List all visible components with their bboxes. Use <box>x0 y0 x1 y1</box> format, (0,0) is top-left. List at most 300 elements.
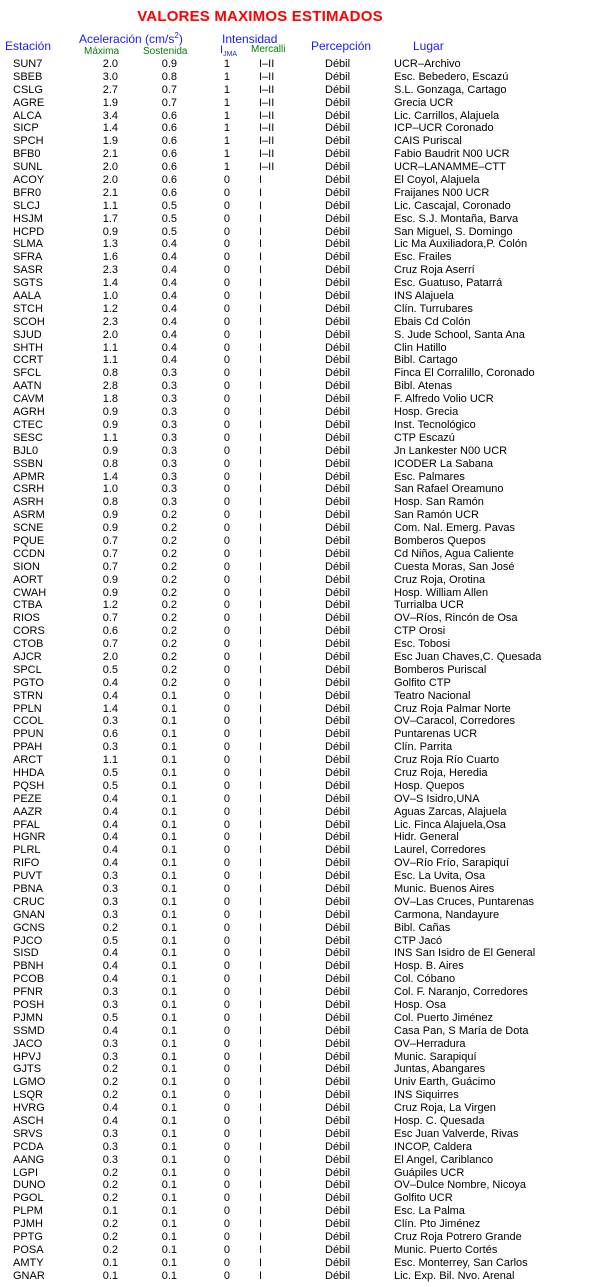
ijma-intensity: 0 <box>223 1179 230 1192</box>
mercalli-intensity: I <box>259 354 263 367</box>
ijma-intensity: 0 <box>223 354 230 367</box>
max-acceleration: 0.2 <box>102 1231 118 1244</box>
table-row <box>0 290 590 303</box>
ijma-intensity: 0 <box>223 908 230 921</box>
table-row <box>0 161 590 174</box>
max-acceleration: 0.4 <box>102 676 118 689</box>
perception: Débil <box>325 444 351 457</box>
place: Grecia UCR <box>394 96 454 109</box>
ijma-intensity: 0 <box>223 277 230 290</box>
sustained-acceleration: 0.1 <box>161 844 177 857</box>
mercalli-intensity: I <box>259 1243 263 1256</box>
ijma-intensity: 0 <box>223 174 230 187</box>
max-acceleration: 1.7 <box>102 212 118 225</box>
mercalli-intensity: I <box>259 328 263 341</box>
table-row <box>0 612 590 625</box>
sustained-acceleration: 0.3 <box>161 431 177 444</box>
max-acceleration: 0.4 <box>102 1024 118 1037</box>
table-row <box>0 561 590 574</box>
ijma-intensity: 0 <box>223 560 230 573</box>
station-code: GCNS <box>13 921 45 934</box>
station-code: HPVJ <box>13 1050 42 1063</box>
mercalli-intensity: I <box>259 380 263 393</box>
perception: Débil <box>325 534 351 547</box>
sustained-acceleration: 0.6 <box>161 135 177 148</box>
perception: Débil <box>325 470 351 483</box>
ijma-intensity: 0 <box>223 1089 230 1102</box>
place: Golfito CTP <box>394 676 451 689</box>
station-code: AJCR <box>13 650 42 663</box>
ijma-intensity: 0 <box>223 418 230 431</box>
ijma-intensity: 0 <box>223 702 230 715</box>
max-acceleration: 2.0 <box>102 174 118 187</box>
station-code: CWAH <box>13 586 47 599</box>
ijma-intensity: 0 <box>223 1076 230 1089</box>
perception: Débil <box>325 431 351 444</box>
mercalli-intensity: I–II <box>259 135 275 148</box>
max-acceleration: 0.9 <box>102 406 118 419</box>
station-code: SRVS <box>13 1127 43 1140</box>
place: INS Alajuela <box>394 290 454 303</box>
ijma-intensity: 0 <box>223 650 230 663</box>
header-acceleration-text: Aceleración (cm/s <box>79 32 175 46</box>
station-code: GNAN <box>13 908 45 921</box>
station-code: AANG <box>13 1153 45 1166</box>
perception: Débil <box>325 831 351 844</box>
ijma-intensity: 0 <box>223 393 230 406</box>
table-row <box>0 148 590 161</box>
place: OV–S Isidro,UNA <box>394 792 480 805</box>
mercalli-intensity: I–II <box>259 83 275 96</box>
table-row <box>0 690 590 703</box>
max-acceleration: 0.2 <box>102 1063 118 1076</box>
perception: Débil <box>325 599 351 612</box>
perception: Débil <box>325 1076 351 1089</box>
table-row <box>0 406 590 419</box>
max-acceleration: 0.2 <box>102 1218 118 1231</box>
place: Univ Earth, Guácimo <box>394 1076 496 1089</box>
ijma-intensity: 0 <box>223 857 230 870</box>
ijma-intensity: 0 <box>223 509 230 522</box>
place: Hosp. B. Aires <box>394 960 464 973</box>
place: Lic Ma Auxiliadora,P. Colón <box>394 238 528 251</box>
place: Munic. Sarapiquí <box>394 1050 477 1063</box>
ijma-intensity: 0 <box>223 844 230 857</box>
perception: Débil <box>325 921 351 934</box>
sustained-acceleration: 0.1 <box>161 1089 177 1102</box>
max-acceleration: 0.2 <box>102 1192 118 1205</box>
place: El Coyol, Alajuela <box>394 174 480 187</box>
header-acceleration <box>79 32 183 46</box>
sustained-acceleration: 0.1 <box>161 702 177 715</box>
table-row <box>0 187 590 200</box>
max-acceleration: 0.4 <box>102 947 118 960</box>
place: Clín. Turrubares <box>394 302 473 315</box>
table-row <box>0 471 590 484</box>
max-acceleration: 0.4 <box>102 844 118 857</box>
sustained-acceleration: 0.2 <box>161 586 177 599</box>
station-code: SICP <box>13 122 39 135</box>
mercalli-intensity: I <box>259 277 263 290</box>
table-row <box>0 1089 590 1102</box>
perception: Débil <box>325 264 351 277</box>
header-max: Máxima <box>84 46 120 57</box>
perception: Débil <box>325 844 351 857</box>
mercalli-intensity: I <box>259 1024 263 1037</box>
sustained-acceleration: 0.8 <box>161 70 177 83</box>
perception: Débil <box>325 70 351 83</box>
mercalli-intensity: I <box>259 225 263 238</box>
sustained-acceleration: 0.4 <box>161 290 177 303</box>
station-code: SUNL <box>13 161 43 174</box>
max-acceleration: 3.0 <box>102 70 118 83</box>
table-row <box>0 1063 590 1076</box>
ijma-intensity: 0 <box>223 457 230 470</box>
max-acceleration: 0.4 <box>102 1115 118 1128</box>
sustained-acceleration: 0.4 <box>161 328 177 341</box>
max-acceleration: 0.9 <box>102 573 118 586</box>
mercalli-intensity: I–II <box>259 96 275 109</box>
max-acceleration: 0.1 <box>102 1205 118 1218</box>
place: Jn Lankester N00 UCR <box>394 444 508 457</box>
perception: Débil <box>325 1205 351 1218</box>
max-acceleration: 0.4 <box>102 831 118 844</box>
table-row <box>0 367 590 380</box>
place: Hosp. C. Quesada <box>394 1115 485 1128</box>
station-code: SUN7 <box>13 58 43 70</box>
table-row <box>0 638 590 651</box>
mercalli-intensity: I <box>259 341 263 354</box>
mercalli-intensity: I <box>259 908 263 921</box>
table-row <box>0 71 590 84</box>
ijma-intensity: 1 <box>223 83 230 96</box>
station-code: LGMO <box>13 1076 46 1089</box>
table-row <box>0 806 590 819</box>
place: Cruz Roja, Orotina <box>394 573 486 586</box>
sustained-acceleration: 0.1 <box>161 921 177 934</box>
sustained-acceleration: 0.3 <box>161 367 177 380</box>
perception: Débil <box>325 779 351 792</box>
table-row <box>0 535 590 548</box>
ijma-intensity: 0 <box>223 238 230 251</box>
table-row <box>0 1025 590 1038</box>
place: F. Alfredo Volio UCR <box>394 393 494 406</box>
station-code: PPAH <box>13 741 43 754</box>
max-acceleration: 2.0 <box>102 58 118 70</box>
max-acceleration: 0.9 <box>102 586 118 599</box>
sustained-acceleration: 0.1 <box>161 1050 177 1063</box>
max-acceleration: 0.9 <box>102 522 118 535</box>
ijma-intensity: 0 <box>223 1231 230 1244</box>
place: Hosp. San Ramón <box>394 496 484 509</box>
ijma-intensity: 0 <box>223 406 230 419</box>
station-code: PGOL <box>13 1192 44 1205</box>
mercalli-intensity: I <box>259 715 263 728</box>
ijma-intensity: 0 <box>223 1192 230 1205</box>
sustained-acceleration: 0.1 <box>161 689 177 702</box>
station-code: APMR <box>13 470 45 483</box>
perception: Débil <box>325 1050 351 1063</box>
perception: Débil <box>325 1102 351 1115</box>
mercalli-intensity: I <box>259 444 263 457</box>
place: Col. Cóbano <box>394 973 456 986</box>
max-acceleration: 0.6 <box>102 728 118 741</box>
max-acceleration: 0.3 <box>102 1127 118 1140</box>
place: Bibl. Cañas <box>394 921 451 934</box>
station-code: BFR0 <box>13 186 42 199</box>
table-row <box>0 1154 590 1167</box>
station-code: SFCL <box>13 367 42 380</box>
sustained-acceleration: 0.4 <box>161 251 177 264</box>
ijma-intensity: 0 <box>223 534 230 547</box>
place: Esc. S.J. Montaña, Barva <box>394 212 519 225</box>
max-acceleration: 0.3 <box>102 870 118 883</box>
table-row <box>0 1076 590 1089</box>
ijma-intensity: 0 <box>223 1269 230 1282</box>
mercalli-intensity: I <box>259 315 263 328</box>
mercalli-intensity: I <box>259 638 263 651</box>
table-row <box>0 1012 590 1025</box>
ijma-intensity: 0 <box>223 1166 230 1179</box>
mercalli-intensity: I <box>259 895 263 908</box>
station-code: HGNR <box>13 831 46 844</box>
ijma-intensity: 0 <box>223 1011 230 1024</box>
perception: Débil <box>325 934 351 947</box>
perception: Débil <box>325 586 351 599</box>
perception: Débil <box>325 380 351 393</box>
header-ijma-sub: JMA <box>223 51 238 59</box>
max-acceleration: 3.4 <box>102 109 118 122</box>
place: Esc. Palmares <box>394 470 465 483</box>
ijma-intensity: 1 <box>223 122 230 135</box>
sustained-acceleration: 0.1 <box>161 1140 177 1153</box>
perception: Débil <box>325 83 351 96</box>
sustained-acceleration: 0.4 <box>161 341 177 354</box>
perception: Débil <box>325 225 351 238</box>
place: El Angel, Cariblanco <box>394 1153 494 1166</box>
header-ijma <box>220 44 238 59</box>
perception: Débil <box>325 290 351 303</box>
ijma-intensity: 0 <box>223 947 230 960</box>
sustained-acceleration: 0.1 <box>161 831 177 844</box>
mercalli-intensity: I <box>259 1115 263 1128</box>
place: UCR–LANAMME–CTT <box>394 161 506 174</box>
place: Esc. Bebedero, Escazú <box>394 70 509 83</box>
table-row <box>0 458 590 471</box>
max-acceleration: 1.4 <box>102 470 118 483</box>
max-acceleration: 0.3 <box>102 999 118 1012</box>
perception: Débil <box>325 792 351 805</box>
perception: Débil <box>325 58 351 70</box>
mercalli-intensity: I <box>259 947 263 960</box>
sustained-acceleration: 0.2 <box>161 599 177 612</box>
perception: Débil <box>325 302 351 315</box>
station-code: PUVT <box>13 870 43 883</box>
ijma-intensity: 0 <box>223 483 230 496</box>
ijma-intensity: 0 <box>223 663 230 676</box>
place: Hosp. Quepos <box>394 779 465 792</box>
table-row <box>0 935 590 948</box>
ijma-intensity: 0 <box>223 1127 230 1140</box>
perception: Débil <box>325 650 351 663</box>
max-acceleration: 0.7 <box>102 638 118 651</box>
ijma-intensity: 0 <box>223 341 230 354</box>
place: Cruz Roja Potrero Grande <box>394 1231 522 1244</box>
sustained-acceleration: 0.3 <box>161 483 177 496</box>
mercalli-intensity: I–II <box>259 109 275 122</box>
perception: Débil <box>325 354 351 367</box>
sustained-acceleration: 0.4 <box>161 238 177 251</box>
table-row <box>0 1167 590 1180</box>
station-code: PPTG <box>13 1231 43 1244</box>
place: Puntarenas UCR <box>394 728 478 741</box>
max-acceleration: 1.4 <box>102 122 118 135</box>
station-code: PQSH <box>13 779 45 792</box>
ijma-intensity: 1 <box>223 58 230 70</box>
station-code: BFB0 <box>13 148 41 161</box>
table-row <box>0 844 590 857</box>
mercalli-intensity: I <box>259 1076 263 1089</box>
mercalli-intensity: I <box>259 1256 263 1269</box>
mercalli-intensity: I <box>259 1205 263 1218</box>
table-row <box>0 419 590 432</box>
max-acceleration: 1.9 <box>102 135 118 148</box>
ijma-intensity: 0 <box>223 973 230 986</box>
max-acceleration: 0.3 <box>102 1153 118 1166</box>
max-acceleration: 0.9 <box>102 444 118 457</box>
mercalli-intensity: I <box>259 199 263 212</box>
sustained-acceleration: 0.5 <box>161 225 177 238</box>
ijma-intensity: 0 <box>223 870 230 883</box>
max-acceleration: 0.3 <box>102 986 118 999</box>
place: Fraijanes N00 UCR <box>394 186 490 199</box>
sustained-acceleration: 0.1 <box>161 1269 177 1282</box>
place: Esc. Frailes <box>394 251 452 264</box>
mercalli-intensity: I <box>259 857 263 870</box>
ijma-intensity: 0 <box>223 496 230 509</box>
ijma-intensity: 0 <box>223 1115 230 1128</box>
ijma-intensity: 1 <box>223 135 230 148</box>
place: Bomberos Quepos <box>394 534 486 547</box>
table-row <box>0 432 590 445</box>
max-acceleration: 0.4 <box>102 792 118 805</box>
table-row <box>0 509 590 522</box>
max-acceleration: 2.3 <box>102 264 118 277</box>
max-acceleration: 0.7 <box>102 560 118 573</box>
station-code: ASCH <box>13 1115 44 1128</box>
mercalli-intensity: I <box>259 663 263 676</box>
ijma-intensity: 0 <box>223 715 230 728</box>
sustained-acceleration: 0.6 <box>161 148 177 161</box>
max-acceleration: 0.2 <box>102 1166 118 1179</box>
max-acceleration: 0.9 <box>102 509 118 522</box>
table-row <box>0 857 590 870</box>
mercalli-intensity: I <box>259 741 263 754</box>
station-code: SISD <box>13 947 39 960</box>
place: Cruz Roja, Heredia <box>394 766 488 779</box>
place: ICODER La Sabana <box>394 457 494 470</box>
perception: Débil <box>325 766 351 779</box>
max-acceleration: 0.3 <box>102 741 118 754</box>
perception: Débil <box>325 689 351 702</box>
station-code: PGTO <box>13 676 44 689</box>
sustained-acceleration: 0.2 <box>161 625 177 638</box>
perception: Débil <box>325 1089 351 1102</box>
max-acceleration: 0.3 <box>102 895 118 908</box>
mercalli-intensity: I <box>259 522 263 535</box>
mercalli-intensity: I <box>259 702 263 715</box>
place: Golfito UCR <box>394 1192 453 1205</box>
mercalli-intensity: I–II <box>259 161 275 174</box>
sustained-acceleration: 0.1 <box>161 1256 177 1269</box>
perception: Débil <box>325 251 351 264</box>
place: Clín. Parrita <box>394 741 453 754</box>
mercalli-intensity: I <box>259 934 263 947</box>
ijma-intensity: 0 <box>223 895 230 908</box>
header-acceleration-exponent: 2 <box>174 31 179 40</box>
perception: Débil <box>325 560 351 573</box>
ijma-intensity: 0 <box>223 264 230 277</box>
table-row <box>0 251 590 264</box>
station-code: POSH <box>13 999 45 1012</box>
mercalli-intensity: I <box>259 496 263 509</box>
ijma-intensity: 0 <box>223 1140 230 1153</box>
stations-table <box>0 58 590 1283</box>
max-acceleration: 1.4 <box>102 702 118 715</box>
mercalli-intensity: I <box>259 367 263 380</box>
place: San Ramón UCR <box>394 509 479 522</box>
sustained-acceleration: 0.1 <box>161 934 177 947</box>
place: OV–Río Frío, Sarapiquí <box>394 857 509 870</box>
sustained-acceleration: 0.1 <box>161 1231 177 1244</box>
sustained-acceleration: 0.1 <box>161 728 177 741</box>
ijma-intensity: 0 <box>223 586 230 599</box>
sustained-acceleration: 0.2 <box>161 509 177 522</box>
table-row <box>0 587 590 600</box>
max-acceleration: 0.4 <box>102 805 118 818</box>
station-code: HVRG <box>13 1102 45 1115</box>
table-row <box>0 754 590 767</box>
place: OV–Caracol, Corredores <box>394 715 516 728</box>
place: CTP Escazú <box>394 431 455 444</box>
mercalli-intensity: I <box>259 650 263 663</box>
sustained-acceleration: 0.1 <box>161 973 177 986</box>
max-acceleration: 0.3 <box>102 715 118 728</box>
place: Cruz Roja, La Virgen <box>394 1102 496 1115</box>
ijma-intensity: 0 <box>223 818 230 831</box>
mercalli-intensity: I <box>259 612 263 625</box>
ijma-intensity: 0 <box>223 676 230 689</box>
place: Col. F. Naranjo, Corredores <box>394 986 528 999</box>
ijma-intensity: 0 <box>223 1153 230 1166</box>
mercalli-intensity: I <box>259 973 263 986</box>
station-code: PQUE <box>13 534 45 547</box>
table-row <box>0 677 590 690</box>
mercalli-intensity: I–II <box>259 148 275 161</box>
max-acceleration: 0.5 <box>102 779 118 792</box>
mercalli-intensity: I <box>259 483 263 496</box>
ijma-intensity: 0 <box>223 766 230 779</box>
ijma-intensity: 0 <box>223 638 230 651</box>
max-acceleration: 0.5 <box>102 1011 118 1024</box>
table-row <box>0 97 590 110</box>
table-row <box>0 986 590 999</box>
sustained-acceleration: 0.3 <box>161 406 177 419</box>
mercalli-intensity: I <box>259 728 263 741</box>
table-row <box>0 1244 590 1257</box>
place: INS San Isidro de El General <box>394 947 536 960</box>
max-acceleration: 2.3 <box>102 315 118 328</box>
